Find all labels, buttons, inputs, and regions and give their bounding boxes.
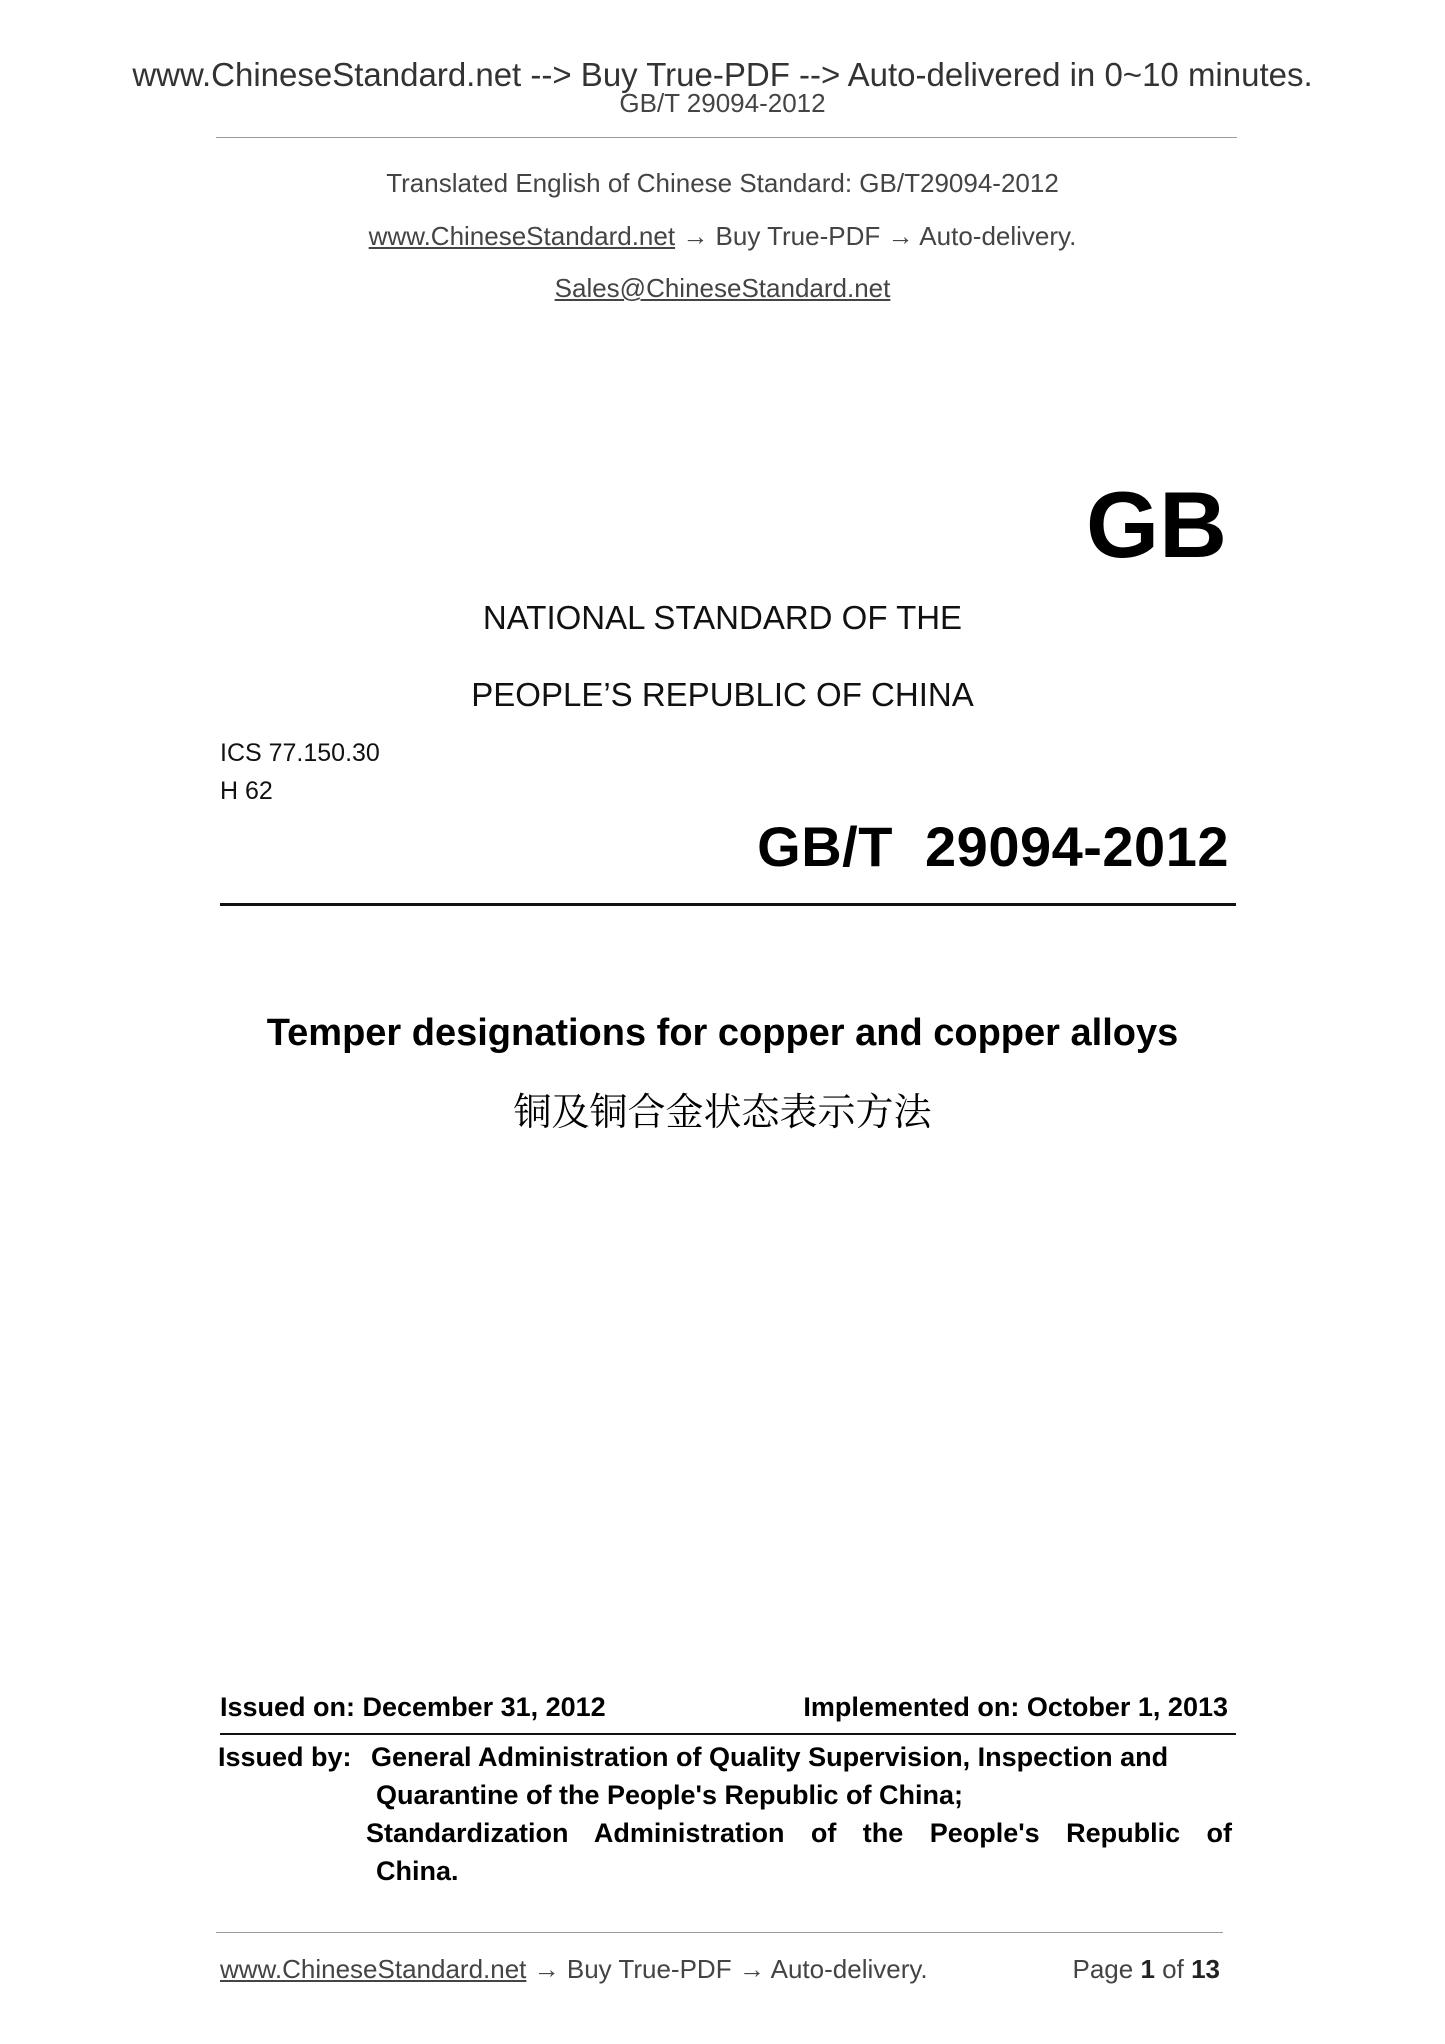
national-standard-line1: NATIONAL STANDARD OF THE [482, 599, 963, 636]
issued-by-line3: Standardization Administration of the People's Republic of [366, 1818, 1232, 1848]
ccs-code: H 62 [220, 777, 273, 805]
title-chinese: 铜及铜合金状态表示方法 [513, 1092, 932, 1134]
arrow-icon: → [533, 1954, 560, 1984]
footer-auto-text: Auto-delivery. [770, 1954, 928, 1984]
site-link[interactable]: www.ChineseStandard.net [368, 221, 676, 251]
title-english: Temper designations for copper and copper alloys [266, 1012, 1179, 1054]
implemented-on: Implemented on: October 1, 2013 [803, 1692, 1228, 1722]
site-link-line [0, 220, 1445, 252]
footer-buy-text: Buy True-PDF [566, 1954, 732, 1984]
top-banner: www.ChineseStandard.net --> Buy True-PDF --> Auto-delivered in 0~10 minutes. [132, 56, 1313, 93]
issued-on: Issued on: December 31, 2012 [220, 1692, 606, 1722]
standard-number: GB/T 29094-2012 [757, 815, 1229, 878]
page-indicator [1072, 1953, 1220, 1985]
translated-line: Translated English of Chinese Standard: GB/T29094-2012 [386, 168, 1059, 198]
issued-by-line1: General Administration of Quality Supervision, Inspection and [371, 1742, 1169, 1772]
title-divider [220, 903, 1236, 906]
email-line [0, 272, 1445, 304]
running-header: GB/T 29094-2012 [619, 88, 826, 118]
issued-by-label: Issued by: [218, 1742, 352, 1772]
sales-email-link[interactable]: Sales@ChineseStandard.net [554, 273, 891, 303]
page-of: of [1162, 1954, 1184, 1984]
page-label: Page [1072, 1954, 1134, 1984]
issued-by-line4: China. [376, 1856, 459, 1886]
footer-link-line [220, 1953, 928, 1985]
arrow-icon: → [887, 221, 914, 251]
auto-delivery-text: Auto-delivery. [919, 221, 1077, 251]
arrow-icon: → [738, 1954, 765, 1984]
issue-divider [220, 1733, 1236, 1735]
issued-by-line2: Quarantine of the People's Republic of China; [376, 1780, 963, 1810]
page-total: 13 [1191, 1954, 1220, 1984]
page-current: 1 [1140, 1954, 1155, 1984]
footer-site-link[interactable]: www.ChineseStandard.net [220, 1954, 527, 1984]
buy-true-pdf-text: Buy True-PDF [715, 221, 881, 251]
footer-divider [216, 1932, 1223, 1933]
gb-logo: GB [1086, 472, 1227, 577]
national-standard-line2: PEOPLE’S REPUBLIC OF CHINA [471, 676, 974, 713]
ics-code: ICS 77.150.30 [220, 739, 380, 767]
arrow-icon: → [682, 221, 709, 251]
header-divider [216, 137, 1237, 138]
